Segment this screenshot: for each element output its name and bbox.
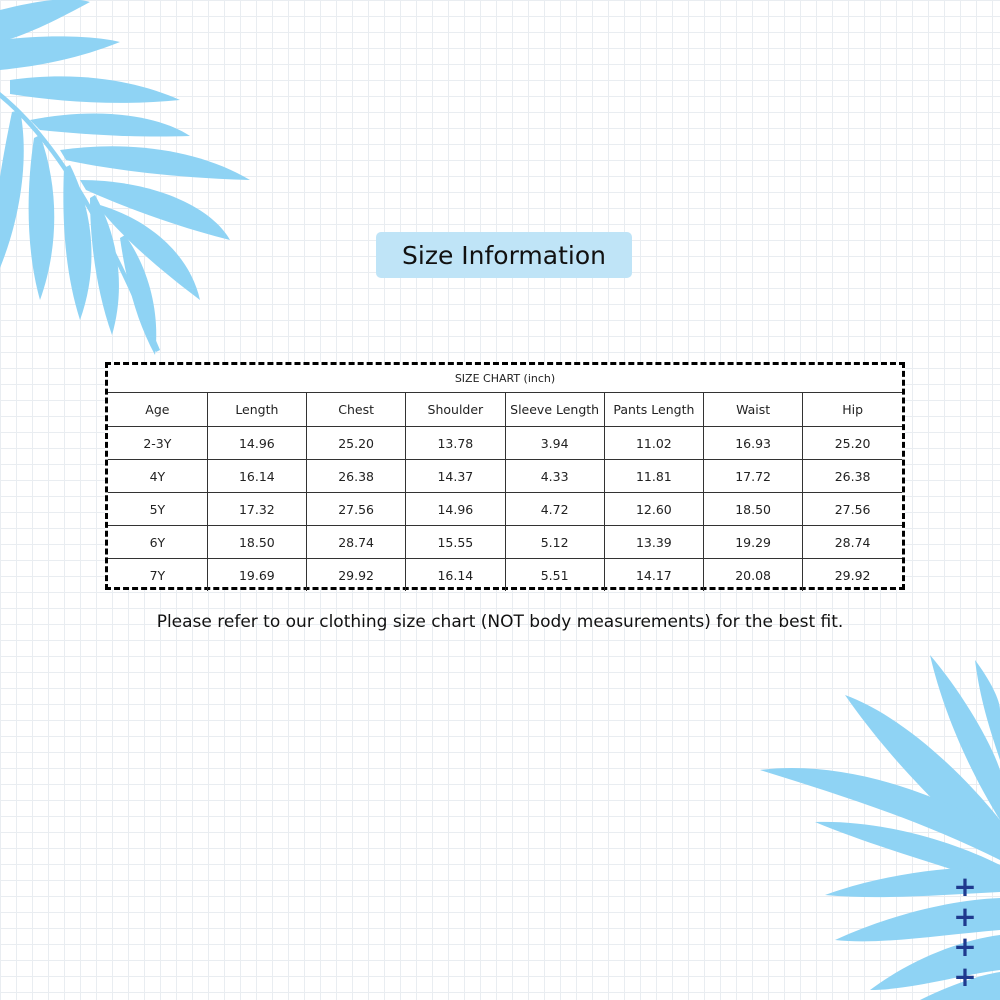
table-header-row [108, 393, 902, 427]
plus-decoration [950, 872, 980, 992]
table-cell: 29.92 [307, 559, 406, 592]
size-chart-note: Please refer to our clothing size chart (NOT body measurements) for the best fit. [156, 612, 844, 632]
table-row [108, 460, 902, 493]
table-cell: 3.94 [505, 427, 604, 460]
leaf-top-left-5 [60, 146, 250, 180]
table-cell: 4.72 [505, 493, 604, 526]
table-cell: 15.55 [406, 526, 505, 559]
table-cell: 27.56 [803, 493, 902, 526]
table-cell: 14.37 [406, 460, 505, 493]
table-row [108, 526, 902, 559]
column-header-shoulder: Shoulder [406, 393, 505, 427]
column-header-sleeve-length: Sleeve Length [505, 393, 604, 427]
table-cell: 2-3Y [108, 427, 207, 460]
column-header-pants-length: Pants Length [604, 393, 703, 427]
table-cell: 28.74 [803, 526, 902, 559]
plus-icon: + [953, 900, 977, 933]
column-header-hip: Hip [803, 393, 902, 427]
column-header-chest: Chest [307, 393, 406, 427]
table-cell: 6Y [108, 526, 207, 559]
table-row [108, 493, 902, 526]
plus-icon: + [953, 930, 977, 963]
table-cell: 13.78 [406, 427, 505, 460]
leaf-top-left-9 [29, 135, 55, 300]
table-cell: 25.20 [803, 427, 902, 460]
table-cell: 14.17 [604, 559, 703, 592]
table-cell: 16.14 [406, 559, 505, 592]
table-cell: 28.74 [307, 526, 406, 559]
table-cell: 26.38 [307, 460, 406, 493]
table-caption-row [108, 365, 902, 393]
table-cell: 4Y [108, 460, 207, 493]
size-chart-frame [105, 362, 905, 590]
table-cell: 12.60 [604, 493, 703, 526]
table-cell: 5.51 [505, 559, 604, 592]
column-header-age: Age [108, 393, 207, 427]
table-cell: 4.33 [505, 460, 604, 493]
table-cell: 29.92 [803, 559, 902, 592]
table-row [108, 559, 902, 592]
table-cell: 7Y [108, 559, 207, 592]
leaf-top-left-8 [0, 110, 24, 290]
size-chart-caption: SIZE CHART (inch) [108, 365, 902, 393]
table-cell: 26.38 [803, 460, 902, 493]
table-cell: 20.08 [704, 559, 803, 592]
table-cell: 25.20 [307, 427, 406, 460]
table-cell: 27.56 [307, 493, 406, 526]
table-row [108, 427, 902, 460]
table-cell: 17.32 [207, 493, 306, 526]
plus-icon: + [953, 960, 977, 993]
table-cell: 14.96 [406, 493, 505, 526]
page-title: Size Information [376, 232, 632, 278]
table-cell: 16.14 [207, 460, 306, 493]
table-cell: 13.39 [604, 526, 703, 559]
table-cell: 16.93 [704, 427, 803, 460]
table-cell: 19.69 [207, 559, 306, 592]
column-header-waist: Waist [704, 393, 803, 427]
table-cell: 18.50 [704, 493, 803, 526]
plus-icon: + [953, 870, 977, 903]
table-cell: 5Y [108, 493, 207, 526]
table-cell: 14.96 [207, 427, 306, 460]
leaf-top-left-4 [30, 113, 190, 136]
leaf-top-left-2 [0, 36, 120, 70]
column-header-length: Length [207, 393, 306, 427]
leaf-top-left-1 [0, 0, 90, 42]
table-cell: 11.81 [604, 460, 703, 493]
table-cell: 18.50 [207, 526, 306, 559]
table-cell: 17.72 [704, 460, 803, 493]
table-cell: 5.12 [505, 526, 604, 559]
table-cell: 11.02 [604, 427, 703, 460]
size-chart-table [108, 365, 902, 591]
table-cell: 19.29 [704, 526, 803, 559]
leaf-top-left-3 [10, 76, 180, 103]
